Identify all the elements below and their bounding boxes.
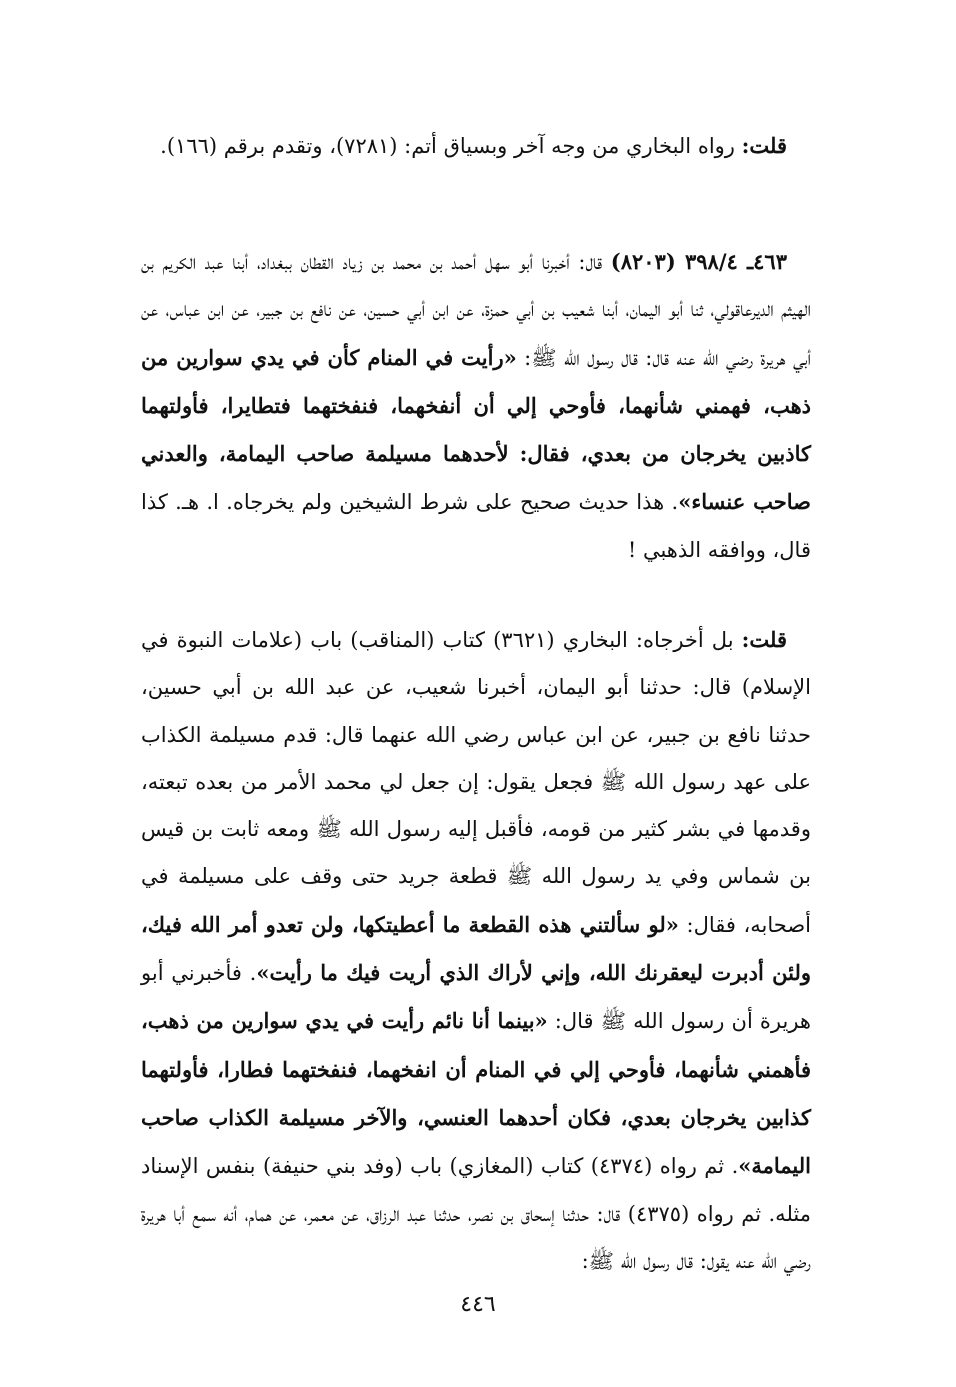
paragraph-3-part-3: . ثم رواه (٤٣٧٤) كتاب (المغازي) باب (وفد بني حنيفة) بنفس الإسناد مثله. ثم رواه (٤٣٧٥) قال: حدثنا إسحاق بن نصر، حدثنا عبد الرزاق، عن معمر، عن همام، أنه سمع أبا هريرة رضي الله عنه يقول: قال رسول الله ﷺ: [141, 1154, 811, 1273]
hadith-463-text [141, 238, 811, 574]
paragraph-3-quote-2: «بينما أنا نائم رأيت في يدي سوارين من ذهب، فأهمني شأنهما، فأوحي إلي في المنام أن انفخهما، فنفختهما فطارا، فأولتهما كذابين يخرجان بعدي، فكان أحدهما العنسي، والآخر مسيلمة الكذاب صاحب اليمامة» [141, 1008, 811, 1179]
paragraph-3-part-2: . فأخبرني أبو هريرة أن رسول الله ﷺ قال: [141, 961, 811, 1034]
hadith-463-comment: . هذا حديث صحيح على شرط الشيخين ولم يخرجاه. ا. هـ. كذا قال، ووافقه الذهبي ! [141, 490, 811, 562]
hadith-463-matn: «رأيت في المنام كأن في يدي سوارين من ذهب، فهمني شأنهما، فأوحي إلي أن أنفخهما، فنفختهما فتطايرا، فأولتهما كاذبين يخرجان من بعدي، فقال: لأحدهما مسيلمة صاحب اليمامة، والعدني صاحب عنساء» [141, 344, 811, 515]
paragraph-1-text [141, 122, 811, 170]
paragraph-1 [141, 122, 811, 170]
paragraph-3-quote-1: «لو سألتني هذه القطعة ما أعطيتكها، ولن تعدو أمر الله فيك، ولئن أدبرت ليعقرنك الله، وإني لأراك الذي أريت فيك ما رأيت» [141, 911, 811, 986]
paragraph-3-lead: قلت: [741, 627, 788, 652]
page-number: ٤٤٦ [460, 1292, 496, 1317]
paragraph-3-text [141, 616, 811, 1285]
hadith-number: ٤٦٣ـ ٣٩٨/٤ (٨٢٠٣) [610, 249, 787, 274]
hadith-463-paragraph [141, 238, 811, 574]
paragraph-1-lead: قلت: [741, 133, 787, 158]
paragraph-3 [141, 616, 811, 1285]
hadith-463-isnad: قال: أخبرنا أبو سهل أحمد بن محمد بن زياد القطان ببغداد، أبنا عبد الكريم بن الهيثم الديرعاقولي، ثنا أبو اليمان، أبنا شعيب بن أبي حمزة، عن ابن أبي حسين، عن نافع بن جبير، عن ابن عباس، عن أبي هريرة رضي الله عنه قال: قال رسول الله ﷺ: [141, 250, 811, 370]
paragraph-3-part-1: بل أخرجاه: البخاري (٣٦٢١) كتاب (المناقب) باب (علامات النبوة في الإسلام) قال: حدثنا أبو اليمان، أخبرنا شعيب، عن عبد الله بن أبي حسين، حدثنا نافع بن جبير، عن ابن عباس رضي الله عنهما قال: قدم مسيلمة الكذاب على عهد رسول الله ﷺ فجعل يقول: إن جعل لي محمد الأمر من بعده تبعته، وقدمها في بشر كثير من قومه، فأقبل إليه رسول الله ﷺ ومعه ثابت بن قيس بن شماس وفي يد رسول الله ﷺ قطعة جريد حتى وقف على مسيلمة في أصحابه، فقال: [141, 628, 811, 937]
paragraph-1-body: رواه البخاري من وجه آخر وبسياق أتم: (٧٢٨١)، وتقدم برقم (١٦٦). [160, 134, 742, 158]
